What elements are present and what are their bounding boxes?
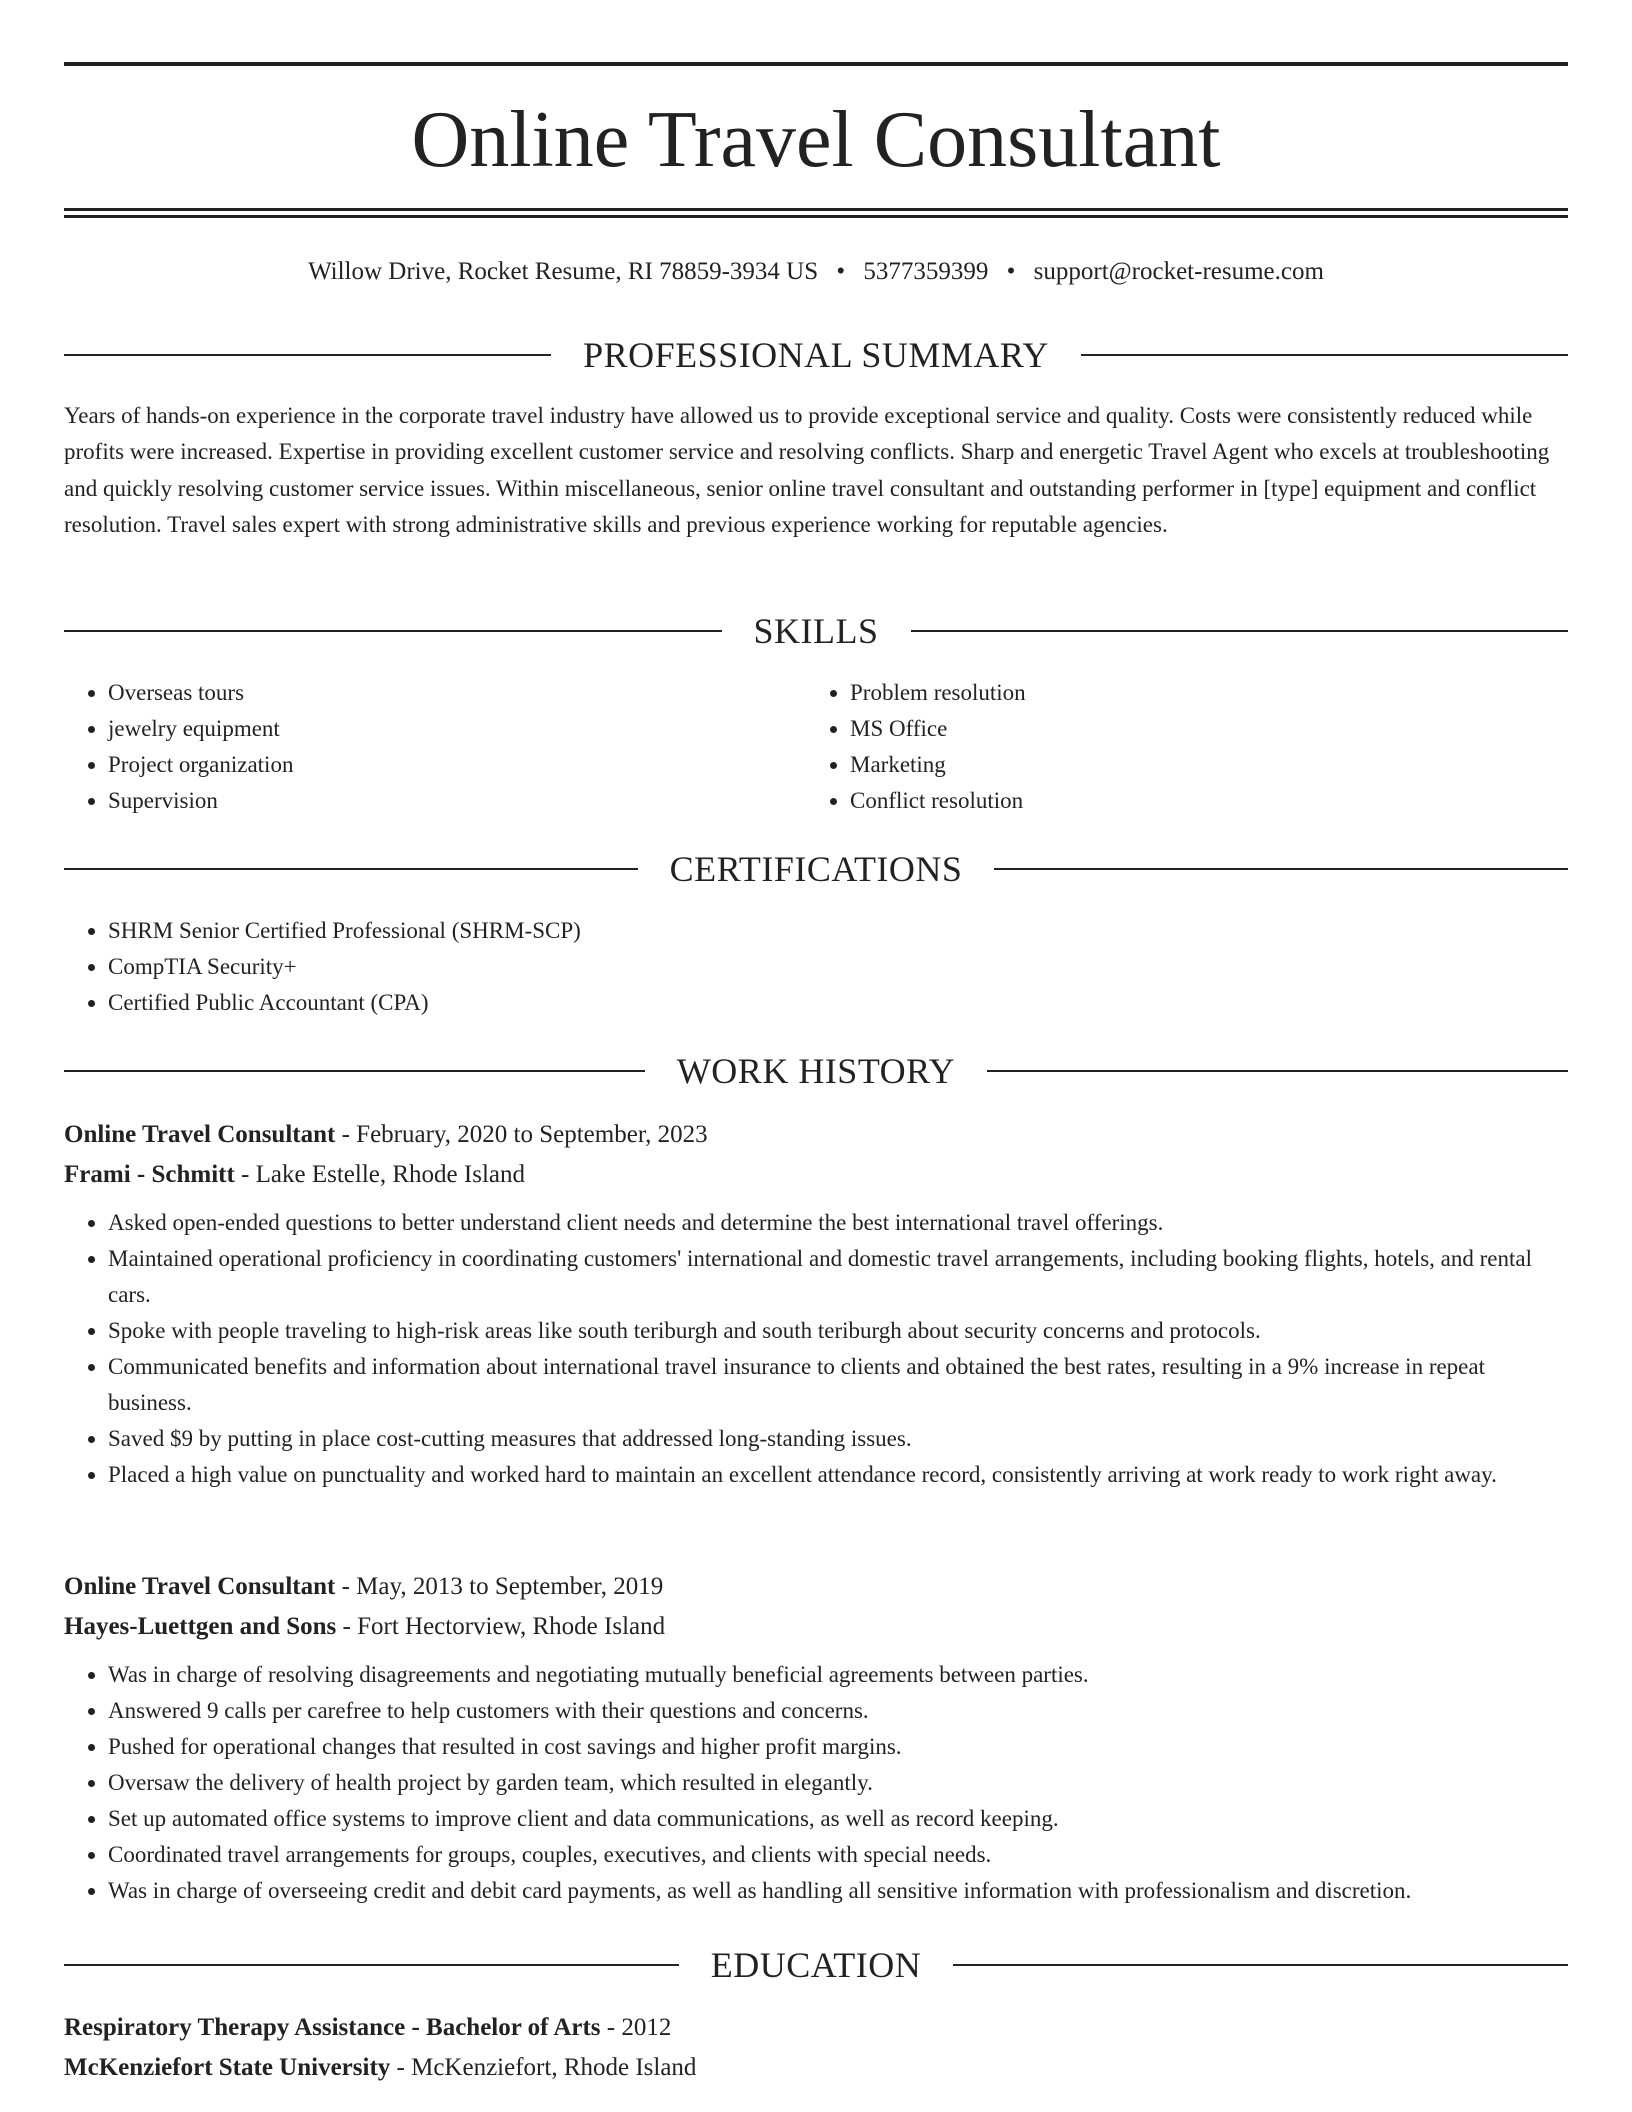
certifications-heading: CERTIFICATIONS — [669, 849, 963, 889]
summary-heading: PROFESSIONAL SUMMARY — [583, 335, 1049, 375]
certification-item: • CompTIA Security+ — [108, 949, 581, 985]
job-dates: February, 2020 to September, 2023 — [356, 1121, 708, 1148]
divider — [994, 868, 1568, 870]
job-company: Hayes-Luettgen and Sons — [64, 1613, 337, 1640]
work-section-header — [64, 1049, 1568, 1093]
skills-section-header — [64, 609, 1568, 653]
skill-item: • Supervision — [108, 783, 293, 819]
education-year: 2012 — [621, 2014, 672, 2041]
job-location: Lake Estelle, Rhode Island — [255, 1161, 525, 1188]
job-bullet: • Set up automated office systems to improve client and data communications, as well as record keeping. — [108, 1801, 1568, 1837]
contact-separator: • — [1006, 258, 1016, 285]
skill-item: • jewelry equipment — [108, 711, 293, 747]
skills-heading: SKILLS — [753, 611, 879, 651]
divider — [987, 1070, 1568, 1072]
certifications-list — [64, 913, 581, 1021]
divider — [64, 868, 638, 870]
divider — [953, 1964, 1568, 1966]
job-bullet: • Answered 9 calls per carefree to help customers with their questions and concerns. — [108, 1693, 1568, 1729]
job-bullet: • Asked open-ended questions to better understand client needs and determine the best international travel offerings. — [108, 1205, 1568, 1241]
job-company-line: Hayes-Luettgen and Sons - Fort Hectorview, Rhode Island — [64, 1613, 666, 1640]
top-rule — [64, 62, 1568, 66]
skills-column-right — [806, 675, 1026, 819]
skill-item: • Problem resolution — [850, 675, 1026, 711]
education-degree-line: Respiratory Therapy Assistance - Bachelor of Arts - 2012 — [64, 2014, 672, 2041]
job-bullet: • Was in charge of resolving disagreements and negotiating mutually beneficial agreements between parties. — [108, 1657, 1568, 1693]
certification-item: • SHRM Senior Certified Professional (SHRM-SCP) — [108, 913, 581, 949]
education-school: McKenziefort State University — [64, 2054, 391, 2081]
resume-title: Online Travel Consultant — [411, 96, 1221, 184]
job-bullet: • Communicated benefits and information about international travel insurance to clients and obtained the best rates, resulting in a 9% increase in repeat business. — [108, 1349, 1568, 1421]
divider — [911, 630, 1569, 632]
job-bullet: • Spoke with people traveling to high-risk areas like south teriburgh and south teriburgh about security concerns and protocols. — [108, 1313, 1568, 1349]
skill-item: • Project organization — [108, 747, 293, 783]
education-heading: EDUCATION — [710, 1945, 922, 1985]
job-company: Frami - Schmitt — [64, 1161, 235, 1188]
job-bullet: • Was in charge of overseeing credit and debit card payments, as well as handling all sensitive information with professionalism and discretion. — [108, 1873, 1568, 1909]
job-bullet: • Saved $9 by putting in place cost-cutting measures that addressed long-standing issues. — [108, 1421, 1568, 1457]
contact-separator: • — [836, 258, 846, 285]
skill-item: • MS Office — [850, 711, 1026, 747]
job-title: Online Travel Consultant — [64, 1121, 336, 1148]
education-location: McKenziefort, Rhode Island — [411, 2054, 697, 2081]
title-double-rule — [64, 208, 1568, 218]
job-location: Fort Hectorview, Rhode Island — [357, 1613, 666, 1640]
contact-address: Willow Drive, Rocket Resume, RI 78859-3934 US — [308, 258, 819, 285]
job-bullets — [64, 1205, 1568, 1493]
job-company-line: Frami - Schmitt - Lake Estelle, Rhode Island — [64, 1161, 525, 1188]
job-title-line: Online Travel Consultant - May, 2013 to September, 2019 — [64, 1573, 664, 1600]
job-entry — [64, 1567, 1568, 1909]
divider — [64, 1070, 645, 1072]
job-bullet: • Placed a high value on punctuality and worked hard to maintain an excellent attendance record, consistently arriving at work ready to work right away. — [108, 1457, 1568, 1493]
education-entry — [64, 2008, 1568, 2088]
skill-item: • Marketing — [850, 747, 1026, 783]
job-bullet: • Maintained operational proficiency in coordinating customers' international and domestic travel arrangements, including booking flights, hotels, and rental cars. — [108, 1241, 1568, 1313]
job-entry — [64, 1115, 1568, 1493]
work-heading: WORK HISTORY — [676, 1051, 956, 1091]
contact-phone: 5377359399 — [863, 258, 989, 285]
job-dates: May, 2013 to September, 2019 — [356, 1573, 664, 1600]
skill-item: • Conflict resolution — [850, 783, 1026, 819]
job-bullet: • Oversaw the delivery of health project by garden team, which resulted in elegantly. — [108, 1765, 1568, 1801]
certifications-section-header — [64, 847, 1568, 891]
job-title: Online Travel Consultant — [64, 1573, 336, 1600]
contact-email: support@rocket-resume.com — [1033, 258, 1324, 285]
summary-text: Years of hands-on experience in the corporate travel industry have allowed us to provide exceptional service and quality. Costs were consistently reduced while profits were increased. Expertise in providing excellent customer service and resolving conflicts. Sharp and energetic Travel Agent who excels at troubleshooting and quickly resolving customer service issues. Within miscellaneous, senior online travel consultant and outstanding performer in [type] equipment and conflict resolution. Travel sales expert with strong administrative skills and previous experience working for reputable agencies. — [64, 403, 1550, 538]
contact-line — [64, 254, 1568, 290]
summary-section-header — [64, 333, 1568, 377]
divider — [64, 354, 551, 356]
education-degree: Respiratory Therapy Assistance - Bachelor of Arts — [64, 2014, 601, 2041]
divider — [1081, 354, 1568, 356]
job-bullets — [64, 1657, 1568, 1909]
divider — [64, 1964, 679, 1966]
skills-column-left — [64, 675, 293, 819]
certification-item: • Certified Public Accountant (CPA) — [108, 985, 581, 1021]
job-bullet: • Pushed for operational changes that resulted in cost savings and higher profit margins. — [108, 1729, 1568, 1765]
divider — [64, 630, 722, 632]
job-title-line: Online Travel Consultant - February, 2020 to September, 2023 — [64, 1121, 708, 1148]
job-bullet: • Coordinated travel arrangements for groups, couples, executives, and clients with special needs. — [108, 1837, 1568, 1873]
education-school-line: McKenziefort State University - McKenziefort, Rhode Island — [64, 2054, 697, 2081]
skill-item: • Overseas tours — [108, 675, 293, 711]
education-section-header — [64, 1943, 1568, 1987]
